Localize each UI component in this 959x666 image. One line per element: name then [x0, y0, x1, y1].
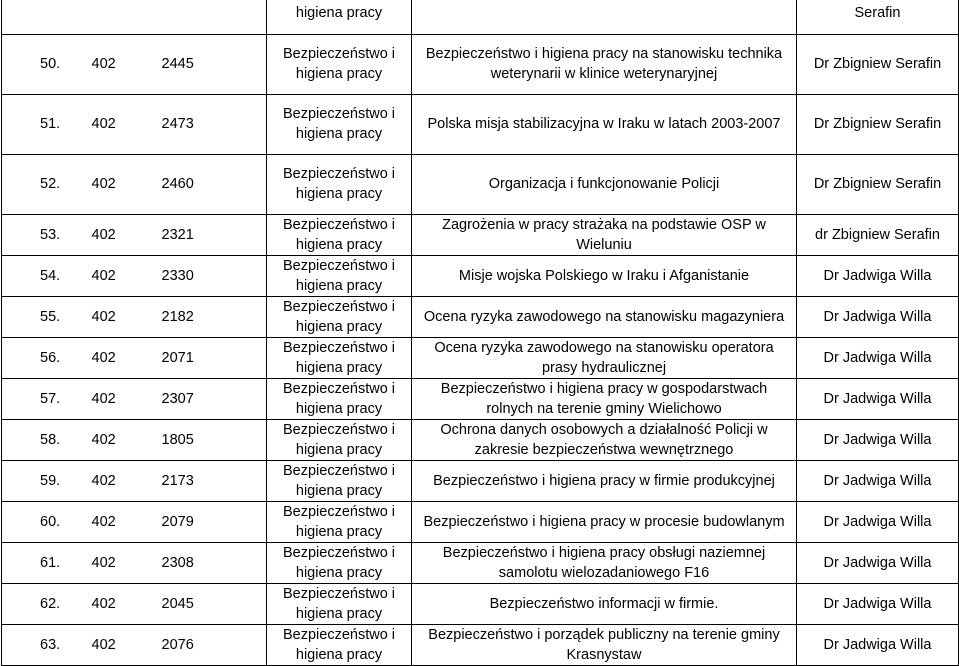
- cell-category: Bezpieczeństwo i higiena pracy: [267, 34, 412, 94]
- cell-number: 52.: [2, 154, 72, 214]
- cell-supervisor: Dr Zbigniew Serafin: [797, 94, 959, 154]
- cell-number: 63.: [2, 624, 72, 665]
- cell-number: [2, 0, 72, 34]
- cell-category: Bezpieczeństwo i higiena pracy: [267, 542, 412, 583]
- cell-category: Bezpieczeństwo i higiena pracy: [267, 94, 412, 154]
- cell-code-2: 2045: [142, 583, 267, 624]
- cell-title: Ocena ryzyka zawodowego na stanowisku operatora prasy hydraulicznej: [412, 337, 797, 378]
- cell-title: Bezpieczeństwo informacji w firmie.: [412, 583, 797, 624]
- cell-code-1: 402: [72, 501, 142, 542]
- cell-category: higiena pracy: [267, 0, 412, 34]
- table-row: [2, 460, 959, 501]
- cell-title: Bezpieczeństwo i higiena pracy na stanowisku technika weterynarii w klinice weterynaryjnej: [412, 34, 797, 94]
- cell-number: 59.: [2, 460, 72, 501]
- cell-code-1: 402: [72, 154, 142, 214]
- cell-number: 51.: [2, 94, 72, 154]
- cell-number: 58.: [2, 419, 72, 460]
- cell-code-1: 402: [72, 542, 142, 583]
- cell-code-2: 2307: [142, 378, 267, 419]
- cell-title: Bezpieczeństwo i porządek publiczny na terenie gminy Krasnystaw: [412, 624, 797, 665]
- cell-code-2: 2321: [142, 214, 267, 255]
- cell-number: 62.: [2, 583, 72, 624]
- table-row: [2, 624, 959, 665]
- cell-code-2: 2473: [142, 94, 267, 154]
- cell-supervisor: Dr Jadwiga Willa: [797, 460, 959, 501]
- cell-category: Bezpieczeństwo i higiena pracy: [267, 583, 412, 624]
- cell-code-1: 402: [72, 214, 142, 255]
- cell-title: [412, 0, 797, 34]
- cell-code-1: 402: [72, 337, 142, 378]
- table-row: [2, 34, 959, 94]
- thesis-table: [1, 0, 959, 666]
- cell-category: Bezpieczeństwo i higiena pracy: [267, 460, 412, 501]
- cell-number: 54.: [2, 255, 72, 296]
- cell-supervisor: Dr Jadwiga Willa: [797, 378, 959, 419]
- cell-supervisor: Dr Jadwiga Willa: [797, 501, 959, 542]
- cell-code-1: [72, 0, 142, 34]
- cell-title: Misje wojska Polskiego w Iraku i Afganistanie: [412, 255, 797, 296]
- cell-category: Bezpieczeństwo i higiena pracy: [267, 214, 412, 255]
- cell-code-2: 2182: [142, 296, 267, 337]
- cell-supervisor: Dr Jadwiga Willa: [797, 583, 959, 624]
- cell-code-2: 2308: [142, 542, 267, 583]
- cell-category: Bezpieczeństwo i higiena pracy: [267, 255, 412, 296]
- cell-code-2: 2330: [142, 255, 267, 296]
- cell-number: 50.: [2, 34, 72, 94]
- cell-title: Bezpieczeństwo i higiena pracy w gospodarstwach rolnych na terenie gminy Wielichowo: [412, 378, 797, 419]
- cell-code-1: 402: [72, 624, 142, 665]
- table-row: [2, 583, 959, 624]
- table-row: [2, 214, 959, 255]
- cell-code-1: 402: [72, 94, 142, 154]
- cell-title: Polska misja stabilizacyjna w Iraku w latach 2003-2007: [412, 94, 797, 154]
- cell-code-2: 2071: [142, 337, 267, 378]
- cell-supervisor: Serafin: [797, 0, 959, 34]
- table-row: [2, 337, 959, 378]
- cell-title: Bezpieczeństwo i higiena pracy w firmie produkcyjnej: [412, 460, 797, 501]
- cell-supervisor: Dr Zbigniew Serafin: [797, 154, 959, 214]
- cell-category: Bezpieczeństwo i higiena pracy: [267, 419, 412, 460]
- table-row: [2, 542, 959, 583]
- cell-code-1: 402: [72, 419, 142, 460]
- cell-supervisor: dr Zbigniew Serafin: [797, 214, 959, 255]
- cell-code-2: 2076: [142, 624, 267, 665]
- cell-number: 57.: [2, 378, 72, 419]
- table-row-partial: [2, 0, 959, 34]
- table-row: [2, 154, 959, 214]
- cell-category: Bezpieczeństwo i higiena pracy: [267, 378, 412, 419]
- cell-code-2: 2445: [142, 34, 267, 94]
- table-row: [2, 419, 959, 460]
- table-row: [2, 94, 959, 154]
- cell-code-1: 402: [72, 378, 142, 419]
- cell-title: Organizacja i funkcjonowanie Policji: [412, 154, 797, 214]
- cell-supervisor: Dr Jadwiga Willa: [797, 296, 959, 337]
- cell-code-1: 402: [72, 460, 142, 501]
- table-row: [2, 378, 959, 419]
- cell-code-2: 1805: [142, 419, 267, 460]
- cell-code-2: 2079: [142, 501, 267, 542]
- table-row: [2, 296, 959, 337]
- cell-category: Bezpieczeństwo i higiena pracy: [267, 337, 412, 378]
- cell-code-1: 402: [72, 34, 142, 94]
- cell-supervisor: Dr Jadwiga Willa: [797, 419, 959, 460]
- cell-category: Bezpieczeństwo i higiena pracy: [267, 501, 412, 542]
- cell-title: Bezpieczeństwo i higiena pracy obsługi naziemnej samolotu wielozadaniowego F16: [412, 542, 797, 583]
- cell-supervisor: Dr Jadwiga Willa: [797, 337, 959, 378]
- cell-code-1: 402: [72, 296, 142, 337]
- cell-number: 60.: [2, 501, 72, 542]
- table-row: [2, 501, 959, 542]
- cell-title: Bezpieczeństwo i higiena pracy w procesie budowlanym: [412, 501, 797, 542]
- cell-number: 55.: [2, 296, 72, 337]
- cell-category: Bezpieczeństwo i higiena pracy: [267, 154, 412, 214]
- cell-title: Zagrożenia w pracy strażaka na podstawie OSP w Wieluniu: [412, 214, 797, 255]
- cell-code-2: 2173: [142, 460, 267, 501]
- cell-supervisor: Dr Zbigniew Serafin: [797, 34, 959, 94]
- cell-supervisor: Dr Jadwiga Willa: [797, 542, 959, 583]
- cell-category: Bezpieczeństwo i higiena pracy: [267, 624, 412, 665]
- cell-code-1: 402: [72, 583, 142, 624]
- cell-title: Ochrona danych osobowych a działalność Policji w zakresie bezpieczeństwa wewnętrznego: [412, 419, 797, 460]
- cell-number: 56.: [2, 337, 72, 378]
- cell-code-1: 402: [72, 255, 142, 296]
- table-row: [2, 255, 959, 296]
- cell-title: Ocena ryzyka zawodowego na stanowisku magazyniera: [412, 296, 797, 337]
- cell-code-2: [142, 0, 267, 34]
- cell-number: 61.: [2, 542, 72, 583]
- cell-code-2: 2460: [142, 154, 267, 214]
- cell-supervisor: Dr Jadwiga Willa: [797, 624, 959, 665]
- cell-number: 53.: [2, 214, 72, 255]
- cell-supervisor: Dr Jadwiga Willa: [797, 255, 959, 296]
- cell-category: Bezpieczeństwo i higiena pracy: [267, 296, 412, 337]
